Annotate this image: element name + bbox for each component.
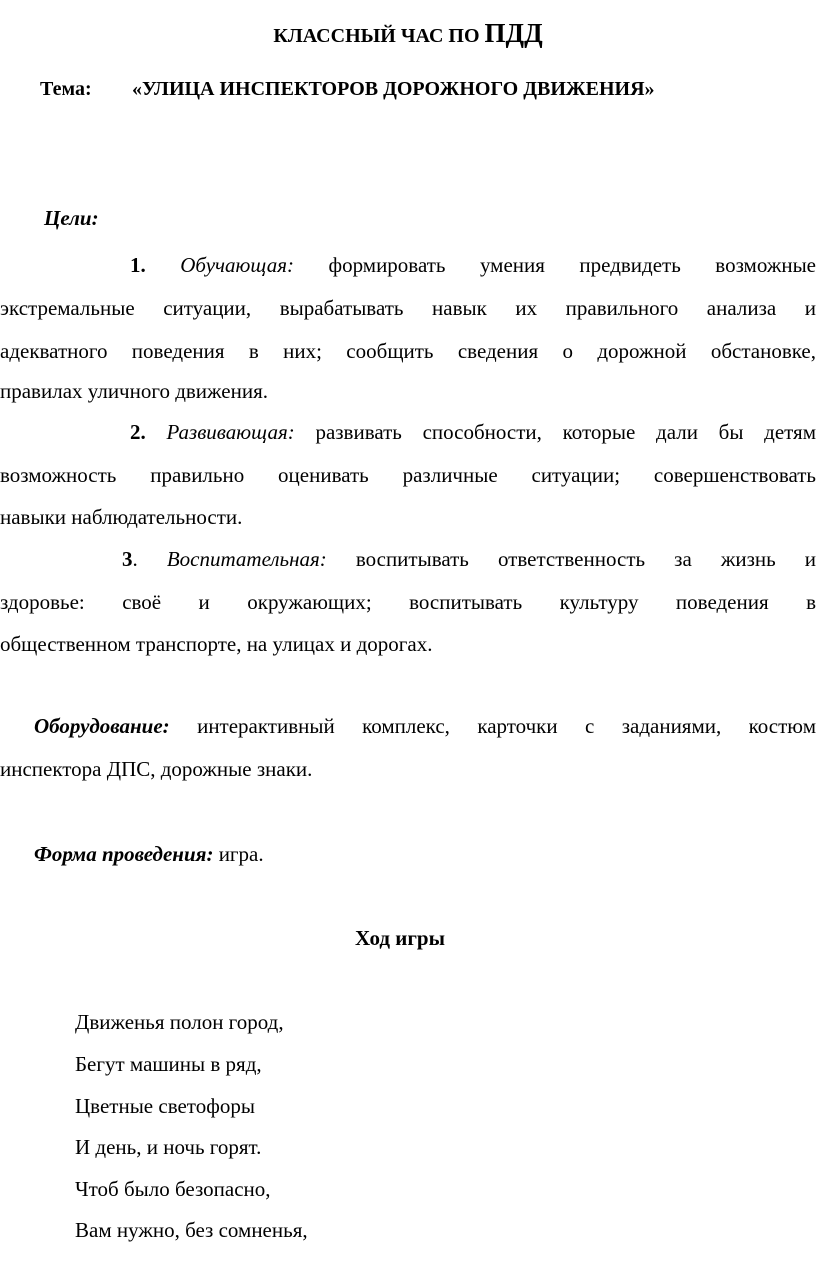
topic-text: «УЛИЦА ИНСПЕКТОРОВ ДОРОЖНОГО ДВИЖЕНИЯ» bbox=[132, 78, 655, 100]
goal-2-label: Развивающая: bbox=[166, 420, 295, 444]
poem-line: Движенья полон город, bbox=[75, 1010, 284, 1034]
game-heading: Ход игры bbox=[355, 926, 445, 950]
form-line bbox=[34, 842, 264, 867]
goals-heading: Цели: bbox=[44, 206, 99, 230]
goal-1-number: 1. bbox=[130, 253, 146, 277]
goal-3-number: 3 bbox=[122, 547, 133, 571]
poem-line: Вам нужно, без сомненья, bbox=[75, 1218, 308, 1242]
equipment-line: инспектора ДПС, дорожные знаки. bbox=[0, 757, 313, 781]
page-title bbox=[0, 18, 816, 49]
goal-2-line: навыки наблюдательности. bbox=[0, 505, 243, 529]
goal-1-text: формировать умения предвидеть возможные bbox=[328, 253, 816, 277]
equipment-label: Оборудование: bbox=[34, 714, 170, 738]
poem-line: Цветные светофоры bbox=[75, 1094, 255, 1118]
poem-line: Бегут машины в ряд, bbox=[75, 1052, 262, 1076]
form-text: игра. bbox=[218, 842, 264, 866]
goal-3-text: воспитывать ответственность за жизнь и bbox=[355, 547, 816, 571]
goal-1-first-line bbox=[0, 253, 816, 278]
topic-label: Тема: bbox=[40, 78, 92, 100]
title-text: КЛАССНЫЙ ЧАС ПО bbox=[273, 25, 480, 47]
title-emph: ПДД bbox=[484, 18, 543, 48]
equipment-text: интерактивный комплекс, карточки с заданиями, костюм bbox=[197, 714, 816, 738]
goal-1-line: экстремальные ситуации, вырабатывать навык их правильного анализа и bbox=[0, 296, 816, 320]
goal-3-line: здоровье: своё и окружающих; воспитывать культуру поведения в bbox=[0, 590, 816, 614]
goal-3-label: Воспитательная: bbox=[166, 547, 327, 571]
goal-2-line: возможность правильно оценивать различные ситуации; совершенствовать bbox=[0, 463, 816, 487]
poem-line: И день, и ночь горят. bbox=[75, 1135, 262, 1159]
goal-2-number: 2. bbox=[130, 420, 146, 444]
goal-2-first-line bbox=[0, 420, 816, 445]
equipment-first-line bbox=[0, 714, 816, 739]
goal-3-first-line: 3. Воспитательная: воспитывать ответственность за жизнь и bbox=[122, 547, 816, 571]
poem-line: Чтоб было безопасно, bbox=[75, 1177, 271, 1201]
goal-3-line: общественном транспорте, на улицах и дорогах. bbox=[0, 632, 433, 656]
form-label: Форма проведения: bbox=[34, 842, 214, 866]
goal-1-label: Обучающая: bbox=[180, 253, 294, 277]
goal-1-line: адекватного поведения в них; сообщить сведения о дорожной обстановке, bbox=[0, 339, 816, 363]
goal-1-line: правилах уличного движения. bbox=[0, 379, 268, 403]
goal-2-text: развивать способности, которые дали бы детям bbox=[315, 420, 816, 444]
